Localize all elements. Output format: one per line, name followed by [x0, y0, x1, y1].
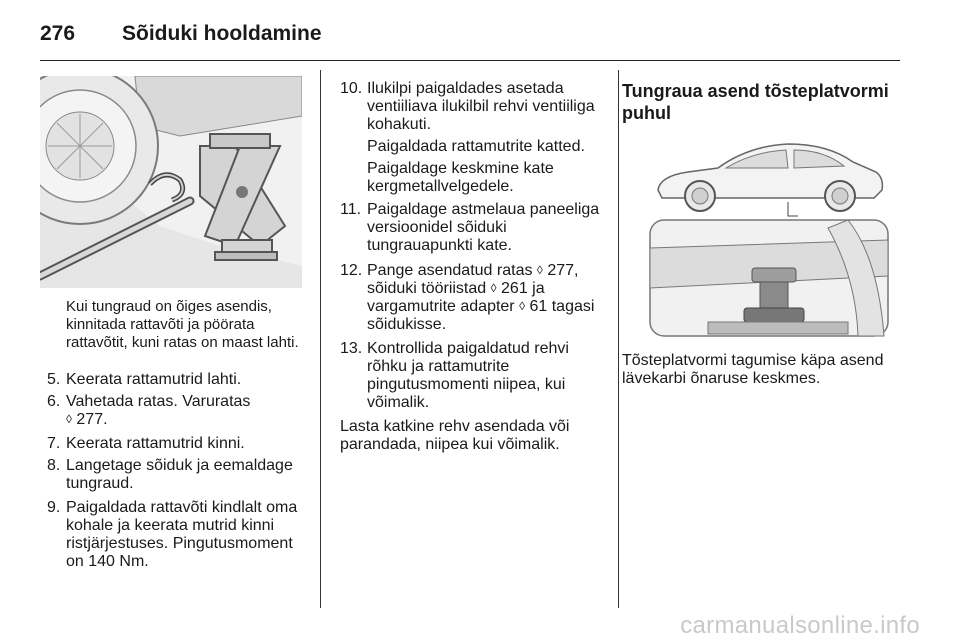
page-title: Sõiduki hooldamine — [122, 22, 322, 45]
scissor-jack-illustration — [40, 76, 302, 288]
car-side-view-icon — [658, 144, 882, 211]
intro-paragraph: Kui tungraud on õiges asendis, kinnitada rattavõti ja pöörata rattavõtit, kuni ratas on maast lahti. — [66, 298, 299, 351]
page-header — [40, 14, 900, 61]
page-reference-icon: ◊ — [536, 263, 543, 277]
section-heading: Tungraua asend tõsteplatvormi puhul — [622, 81, 889, 123]
column-divider-right — [618, 70, 619, 608]
column-divider-left — [320, 70, 321, 608]
page-number: 276 — [40, 22, 76, 45]
page-reference-icon: ◊ — [490, 281, 497, 295]
page-reference-icon: ◊ — [66, 412, 72, 426]
site-watermark: carmanualsonline.info — [680, 612, 920, 639]
lift-platform-illustration — [648, 128, 890, 338]
page-reference-icon: ◊ — [519, 299, 526, 313]
